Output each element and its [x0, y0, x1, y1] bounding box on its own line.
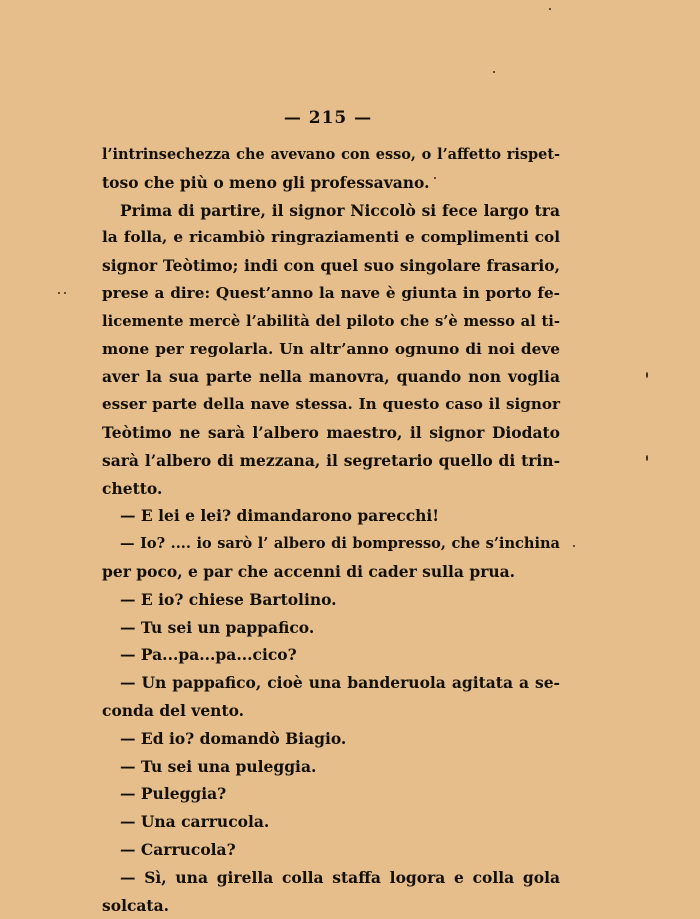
text-line: toso che più o meno gli professavano. — [102, 172, 430, 192]
text-line: — Ed io? domandò Biagio. — [120, 728, 347, 748]
text-line: — Un pappafico, cioè una banderuola agitata a se- — [120, 673, 560, 693]
text-line: sarà l’albero di mezzana, il segretario quello di trin- — [102, 450, 560, 470]
text-line: aver la sua parte nella manovra, quando non voglia — [102, 367, 560, 387]
text-line: mone per regolarla. Un altr’anno ognuno di noi deve — [102, 339, 560, 358]
paper-speck — [573, 545, 575, 547]
text-line: licemente mercè l’abilità del piloto che s’è messo al ti- — [102, 312, 560, 330]
text-line: Teòtimo ne sarà l’albero maestro, il signor Diodato — [102, 422, 560, 442]
text-line: — Pa...pa...pa...cico? — [120, 645, 297, 665]
text-line: — Carrucola? — [120, 839, 236, 859]
paper-speck — [64, 292, 66, 294]
text-line: la folla, e ricambiò ringraziamenti e complimenti col — [102, 228, 560, 247]
paper-speck — [493, 71, 495, 73]
text-line: — Tu sei una puleggia. — [120, 756, 317, 776]
text-line: Prima di partire, il signor Niccolò si fece largo tra — [120, 200, 560, 220]
text-line: prese a dire: Quest’anno la nave è giunta in porto fe- — [102, 283, 560, 302]
text-line: — Una carrucola. — [120, 812, 270, 832]
text-line: — E lei e lei? dimandarono parecchi! — [120, 506, 440, 526]
paper-speck — [549, 8, 551, 10]
text-line: conda del vento. — [102, 700, 245, 720]
text-line: — Sì, una girella colla staffa logora e colla gola — [120, 867, 560, 887]
text-line: — Io? .... io sarò l’ albero di bompresso, che s’inchina — [120, 535, 560, 553]
paper-speck — [646, 372, 648, 378]
paper-speck — [58, 292, 60, 294]
body-text — [102, 141, 560, 919]
text-line: solcata. — [102, 895, 170, 915]
text-line: esser parte della nave stessa. In questo caso il signor — [102, 395, 560, 414]
text-line: l’intrinsechezza che avevano con esso, o l’affetto rispet- — [102, 146, 560, 163]
paper-speck — [646, 455, 648, 461]
text-line: signor Teòtimo; indi con quel suo singolare frasario, — [102, 256, 560, 276]
text-line: — Puleggia? — [120, 784, 227, 804]
text-line: — E io? chiese Bartolino. — [120, 589, 337, 609]
text-line: per poco, e par che accenni di cader sulla prua. — [102, 561, 516, 581]
page-number: — 215 — — [283, 108, 373, 128]
text-line: chetto. — [102, 478, 163, 498]
text-line: — Tu sei un pappafico. — [120, 617, 315, 637]
paper-speck — [434, 177, 436, 179]
